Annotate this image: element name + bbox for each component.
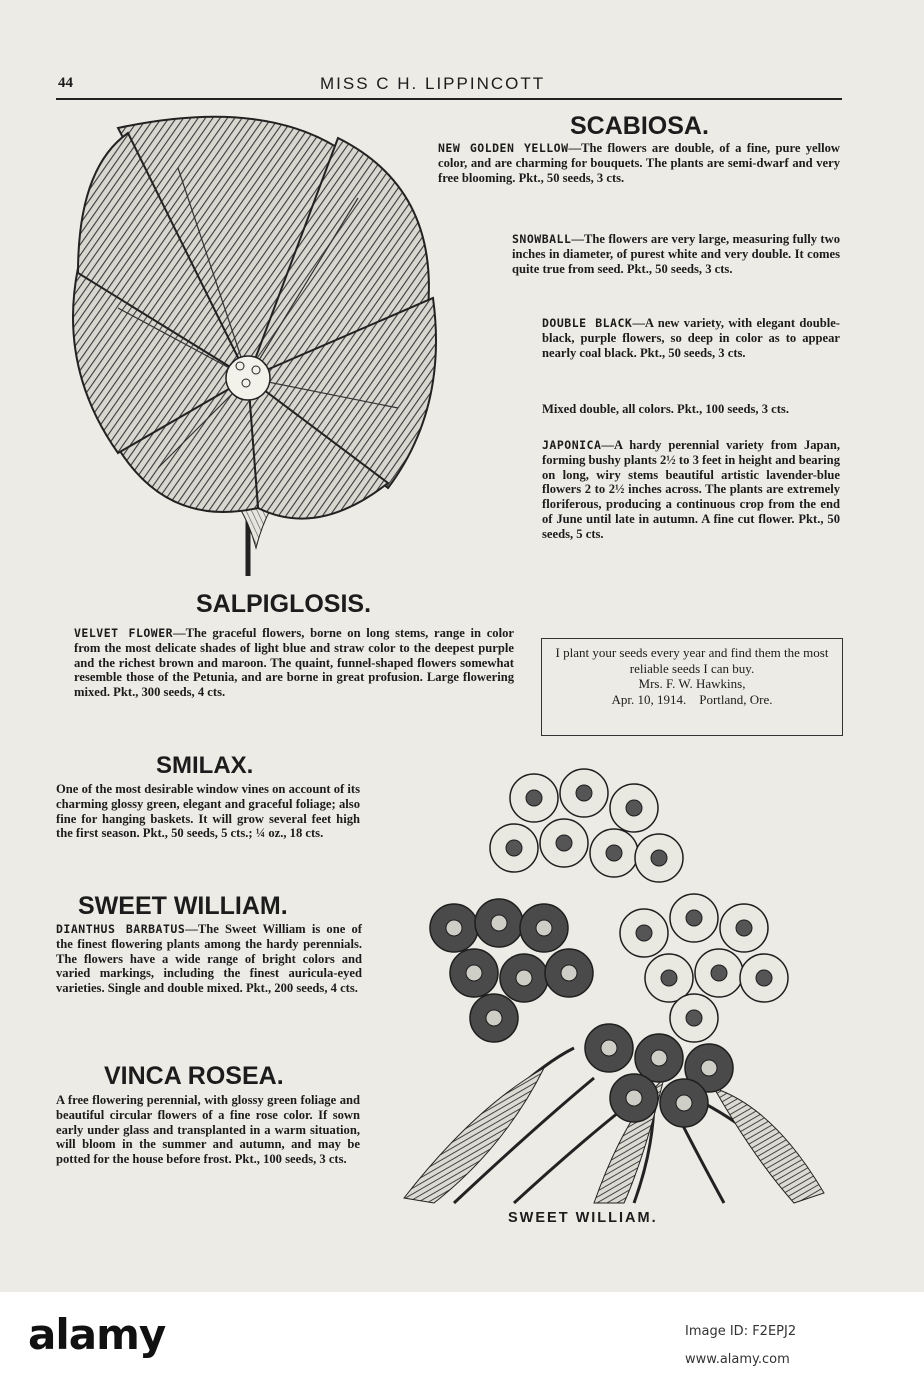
floret-eye <box>506 840 522 856</box>
double-black-entry <box>542 316 840 360</box>
scabiosa-heading: SCABIOSA. <box>570 112 709 140</box>
floret-eye <box>601 1040 617 1056</box>
golden-yellow-entry <box>438 141 840 185</box>
japonica-name: JAPONICA <box>542 438 602 452</box>
sweet-william-caption: SWEET WILLIAM. <box>508 1210 658 1226</box>
floret-eye <box>756 970 772 986</box>
floret-eye <box>446 920 462 936</box>
floret-eye <box>556 835 572 851</box>
floret-eye <box>651 850 667 866</box>
floret-eye <box>736 920 752 936</box>
floret-eye <box>686 910 702 926</box>
double-black-name: DOUBLE BLACK <box>542 316 633 330</box>
smilax-description: One of the most desirable window vines on account of its charming glossy green, elegant and graceful foliage; also fine for hanging baskets. It will grow several feet high the first season. Pkt., 50 seeds, 5 cts.; ¼ oz., 18 cts. <box>56 782 360 841</box>
salpiglosis-heading: SALPIGLOSIS. <box>196 590 372 618</box>
japonica-entry <box>542 438 840 542</box>
page-header <box>56 72 842 98</box>
smilax-heading: SMILAX. <box>156 752 254 779</box>
velvet-flower-text: —The graceful flowers, borne on long stems, range in color from the most delicate shades of light blue and straw color to the deepest purple and the richest brown and maroon. The quaint, funnel-shaped flowers somewhat resemble those of the Petunia, and are borne in great profusion. Large flowering mixed. Pkt., 300 seeds, 4 cts. <box>74 626 514 700</box>
snowball-name: SNOWBALL <box>512 232 572 246</box>
vinca-heading: VINCA ROSEA. <box>104 1062 284 1090</box>
floret-eye <box>466 965 482 981</box>
floret-eye <box>651 1050 667 1066</box>
floret-eye <box>491 915 507 931</box>
testimonial-signature: Mrs. F. W. Hawkins, <box>638 676 746 691</box>
floret-eye <box>636 925 652 941</box>
floret-eye <box>701 1060 717 1076</box>
vinca-description: A free flowering perennial, with glossy green foliage and beautiful circular flowers of a fine rose color. If sown early under glass and transplanted in a warm situation, will bloom in the summer and autumn, and may be potted for the house before frost. Pkt., 100 seeds, 3 cts. <box>56 1093 360 1167</box>
site-url: www.alamy.com <box>685 1352 790 1367</box>
alamy-logo: alamy <box>28 1310 166 1359</box>
running-title: MISS C H. LIPPINCOTT <box>320 74 546 93</box>
sweet-william-heading: SWEET WILLIAM. <box>78 892 288 920</box>
golden-yellow-text: —The flowers are double, of a fine, pure yellow color, and are charming for bouquets. The plants are semi-dwarf and very free blooming. Pkt., 50 seeds, 3 cts. <box>438 141 840 185</box>
floret-eye <box>561 965 577 981</box>
testimonial-date-place: Apr. 10, 1914. Portland, Ore. <box>611 691 773 707</box>
page-number: 44 <box>58 75 73 91</box>
snowball-entry <box>512 232 840 276</box>
floret-eye <box>661 970 677 986</box>
testimonial-text: I plant your seeds every year and find them the most reliable seeds I can buy. <box>555 645 829 676</box>
sweet-william-illustration <box>394 748 842 1206</box>
testimonial-box <box>541 638 843 736</box>
snowball-text: —The flowers are very large, measuring fully two inches in diameter, of purest white and very double. It comes quite true from seed. Pkt., 50 seeds, 3 cts. <box>512 232 840 276</box>
japonica-text: —A hardy perennial variety from Japan, forming bushy plants 2½ to 3 feet in height and bearing on long, wiry stems beautiful artistic lavender-blue flowers 2 to 2½ inches across. The plants are extremely floriferous, producing a continuous crop from the end of June until late in autumn. A fine cut flower. Pkt., 50 seeds, 5 cts. <box>542 438 840 541</box>
sweet-william-blooms <box>430 769 788 1127</box>
salpiglosis-illustration <box>58 108 448 586</box>
golden-yellow-name: NEW GOLDEN YELLOW <box>438 141 569 155</box>
floret-eye <box>686 1010 702 1026</box>
sweet-william-description <box>56 922 362 996</box>
floret-eye <box>676 1095 692 1111</box>
floret-eye <box>626 800 642 816</box>
mixed-double-entry: Mixed double, all colors. Pkt., 100 seeds, 3 cts. <box>542 402 789 416</box>
double-black-text: —A new variety, with elegant double-black, purple flowers, so deep in color as to appear nearly coal black. Pkt., 50 seeds, 3 cts. <box>542 316 840 360</box>
salpiglosis-description <box>74 626 514 700</box>
floret-eye <box>606 845 622 861</box>
floret-eye <box>711 965 727 981</box>
floret-eye <box>526 790 542 806</box>
image-id: Image ID: F2EPJ2 <box>685 1324 797 1339</box>
floret-eye <box>516 970 532 986</box>
floret-eye <box>536 920 552 936</box>
header-rule <box>56 98 842 100</box>
floret-eye <box>486 1010 502 1026</box>
dianthus-name: DIANTHUS BARBATUS <box>56 922 186 936</box>
floret-eye <box>576 785 592 801</box>
dianthus-text: —The Sweet William is one of the finest flowering plants among the hardy perennials. The flowers have a wide range of bright colors and varied markings, including the finest auricula-eyed varieties. Single and double mixed. Pkt., 200 seeds, 4 cts. <box>56 922 362 996</box>
testimonial-quote <box>552 645 832 707</box>
velvet-flower-name: VELVET FLOWER <box>74 626 174 640</box>
floret-eye <box>626 1090 642 1106</box>
